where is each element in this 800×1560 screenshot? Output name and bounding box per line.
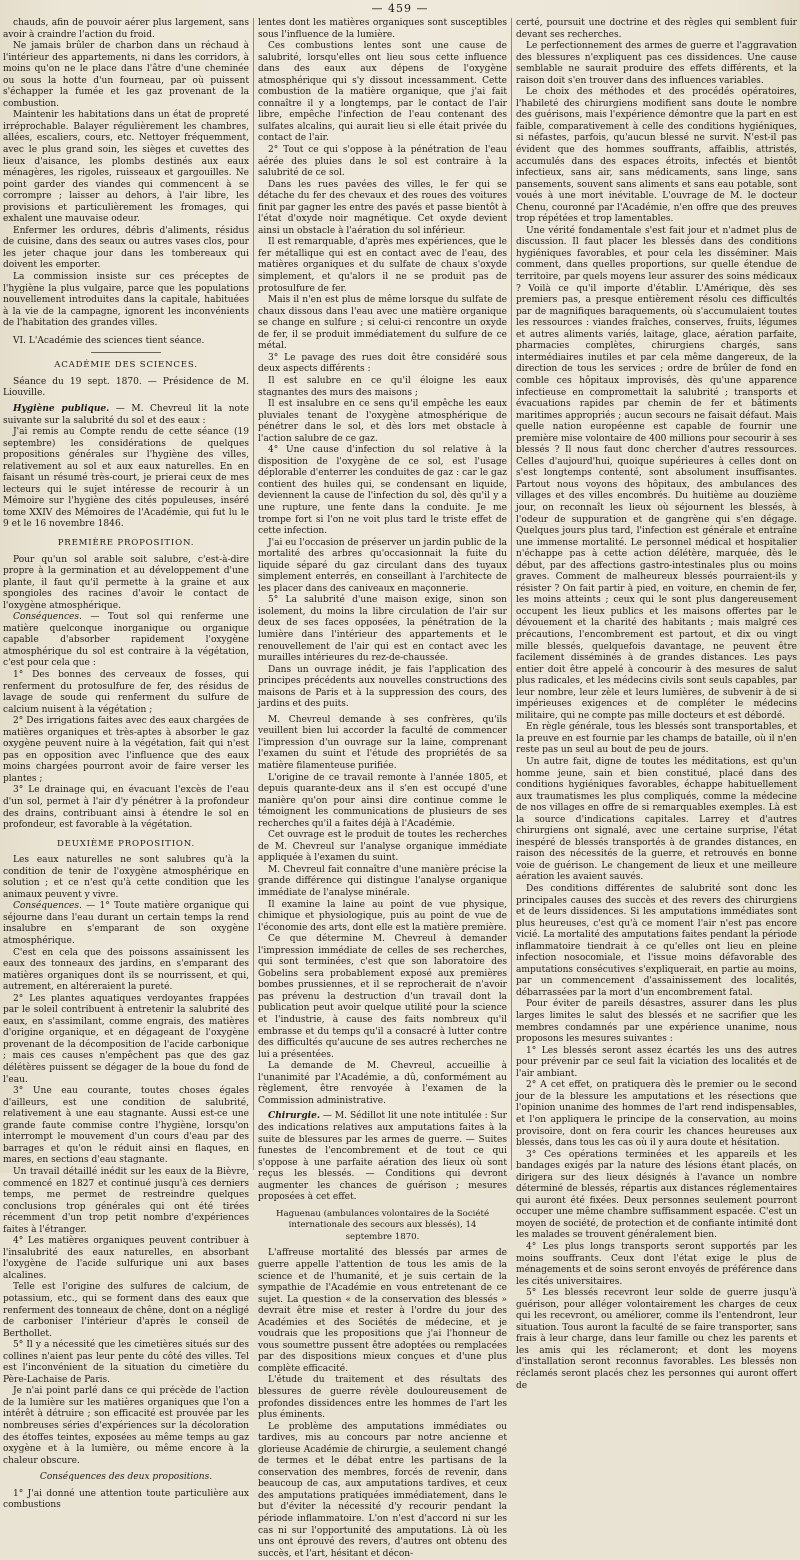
paragraph: Mais il n'en est plus de même lorsque du sulfate de chaux dissous dans l'eau avec une matière organique se change en sulfure ; si celui-ci rencontre un oxyde de fer, il se produit immédiatement du sulfure de ce métal. [258, 295, 507, 352]
paragraph [3, 404, 249, 427]
paragraph: 2° Les plantes aquatiques verdoyantes frappées par le soleil contribuent à entretenir la salubrité des eaux, en s'assimilant, comme engrais, des matières d'origine organique, et en dégageant de l'oxygène provenant de la décomposition de l'acide carbonique ; mais ces causes n'empêchent pas que des gaz délétères puissent se dégager de la boue du fond de l'eau. [3, 993, 249, 1085]
paragraph: Des conditions différentes de salubrité sont donc les principales causes des succès et des revers des chirurgiens et de leurs dissidences. Si les amputations immédiates sont plus heureuses, c'est qu'à ce moment l'air n'est pas encore vicié. La mortalité des amputations faites pendant la période inflammatoire tiendrait à ce qu'elles ont lieu en pleine infection nosocomiale, et l'issue moins défavorable des amputations consécutives s'expliquerait, en partie au moins, par un commencement d'assainissement des localités, débarrassées par la mort d'un encombrement fatal. [516, 884, 797, 998]
paragraph: Un travail détaillé inédit sur les eaux de la Bièvre, commencé en 1827 et continué jusqu'à ces derniers temps, me permet de restreindre quelques conclusions trop générales qui ont été tirées récemment d'un trop petit nombre d'expériences faites à l'étranger. [3, 1166, 249, 1235]
paragraph: 1° Des bonnes des cerveaux de fosses, qui renferment du protosulfure de fer, des résidus de lavage de soude qui renferment du sulfure de calcium nuisent à la végétation ; [3, 669, 249, 715]
paragraph: Pour éviter de pareils désastres, assurer dans les plus larges limites le salut des blessés et ne sacrifier que les membres condamnés par une expérience unanime, nous proposons les mesures suivantes : [516, 999, 797, 1045]
paragraph: Dans les rues pavées des villes, le fer qui se détache du fer des chevaux et des roues des voitures finit par gagner les entre des pavés et passe bientôt à l'état d'oxyde noir magnétique. Cet oxyde devient ainsi un obstacle à l'aération du sol inférieur. [258, 179, 507, 236]
rubric-text: — M. Chevreul lit la note suivante sur la salubrité du sol et des eaux : [3, 403, 249, 426]
paragraph: La demande de M. Chevreul, accueillie à l'unanimité par l'Académie, a dû, conformément au règlement, être renvoyée à l'examen de la Commission administrative. [258, 1061, 507, 1106]
column-1 [3, 18, 249, 1511]
paragraph: Il est salubre en ce qu'il éloigne les eaux stagnantes des murs des maisons ; [258, 375, 507, 398]
column-rule-right [511, 18, 512, 1170]
paragraph: 2° Des irrigations faites avec des eaux chargées de matières organiques et très-aptes à absorber le gaz oxygène peuvent nuire à la végétation, fait qui n'est pas en opposition avec l'influence que des eaux moins chargées pourront avoir de faire verser les plantes ; [3, 716, 249, 784]
paragraph: M. Chevreul fait connaître d'une manière précise la grande différence qui distingue l'analyse organique immédiate de l'analyse minérale. [258, 864, 507, 899]
paragraph: Cet ouvrage est le produit de toutes les recherches de M. Chevreul sur l'analyse organique immédiate appliquée à l'examen du suint. [258, 830, 507, 864]
paragraph: L'origine de ce travail remonte à l'année 1805, et depuis quarante-deux ans il s'en est occupé d'une manière qu'on pour ainsi dire continue comme le témoignent les communications de plusieurs de ses recherches qu'il a faites déjà à l'Académie. [258, 772, 507, 829]
paragraph: 5° Les blessés recevront leur solde de guerre jusqu'à guérison, pour alléger volontairement les charges de ceux qui les recevront, ou améliorer, comme ils l'entendront, leur situation. Tous auront la faculté de se faire transporter, sans frais à leur charge, dans leur famille ou chez les parents et les amis qui les réclameront; et dont les moyens d'installation seront reconnus favorables. Les blessés non réclamés seront placés chez les personnes qui auront offert de [516, 1288, 797, 1391]
paragraph: L'affreuse mortalité des blessés par armes de guerre appelle l'attention de tous les amis de la science et de l'humanité, et je suis certain de la sympathie de l'Académie en vous entretenant de ce sujet. La question « de la conservation des blessés » devrait être mise et rester à l'ordre du jour des Académies et des Sociétés de médecine, et je voudrais que les propositions que j'ai l'honneur de vous soumettre pussent être adoptées ou remplacées par des dispositions mieux conçues et d'une plus complète efficacité. [258, 1248, 507, 1374]
column-rule-left [253, 18, 254, 1170]
paragraph: 1° J'ai donné une attention toute particulière aux combustions [3, 1488, 249, 1511]
subheading: Conséquences des deux propositions. [39, 1472, 213, 1483]
paragraph: Dans un ouvrage inédit, je fais l'application des principes précédents aux nouvelles constructions des maisons de Paris et à la suppression des cours, des jardins et des puits. [258, 664, 507, 710]
paragraph: M. Chevreul demande à ses confrères, qu'ils veuillent bien lui accorder la faculté de commencer l'impression d'un ouvrage sur la laine, comprenant l'examen du suint et l'étude des propriétés de sa matière filamenteuse purifiée. [258, 714, 507, 771]
paragraph: 5° La salubrité d'une maison exige, sinon son isolement, du moins la libre circulation de l'air sur deux de ses faces opposées, la pénétration de la lumière dans l'intérieur des appartements et le renouvellement de l'air qui est en contact avec les murailles intérieures du rez-de-chaussée. [258, 595, 507, 664]
rubric-label: Hygiène publique. [13, 403, 110, 414]
paragraph: 3° Une eau courante, toutes choses égales d'ailleurs, est une condition de salubrité, relativement à une eau stagnante. Aussi est-ce une grande faute commise contre l'hygiène, lorsqu'on interrompt le mouvement d'un cours d'eau par des barrages et qu'on le réduit ainsi en flaques, en mares, en sections d'eau stagnante. [3, 1086, 249, 1166]
paragraph: L'étude du traitement et des résultats des blessures de guerre révèle douloureusement de profondes dissidences entre les hommes de l'art les plus éminents. [258, 1375, 507, 1421]
paragraph: 3° Le pavage des rues doit être considéré sous deux aspects différents : [258, 352, 507, 375]
paragraph: La commission insiste sur ces préceptes de l'hygiène la plus vulgaire, parce que les populations nouvellement introduites dans la capitale, habituées à la vie de la campagne, ignorent les inconvénients de l'habitation des grandes villes. [3, 272, 249, 329]
paragraph: Un autre fait, digne de toutes les méditations, est qu'un homme jeune, sain et bien constitué, placé dans des conditions hygiéniques favorables, échappe habituellement aux traumatismes les plus compliqués, comme la médecine de nos villages en offre de si remarquables exemples. Là est la source d'indications capitales. Larrey et d'autres chirurgiens ont signalé, avec une certaine surprise, l'état inespéré de blessés transportés à de grandes distances, en raison des nécessités de la guerre, et retrouvés en bonne voie de guérison. Le changement de lieux et une meilleure aération les avaient sauvés. [516, 757, 797, 883]
separator [91, 352, 161, 353]
page-number: — 459 — [371, 2, 429, 15]
paragraph: En règle générale, tous les blessés sont transportables, et la preuve en est fournie par les champs de bataille, où il n'en reste pas un seul au bout de peu de jours. [516, 722, 797, 756]
paragraph: 5° Il y a nécessité que les cimetières situés sur des collines n'aient pas leur pente du côté des villes. Tel est l'inconvénient de la situation du cimetière du Père-Lachaise de Paris. [3, 1340, 249, 1385]
rubric-label: Conséquences. [13, 901, 82, 912]
paragraph: Pour qu'un sol arable soit salubre, c'est-à-dire propre à la germination et au développement d'une plante, il faut qu'il permette à la graine et aux spongioles des racines d'avoir le contact de l'oxygène atmosphérique. [3, 554, 249, 611]
rubric-label: Chirurgie. [268, 1111, 320, 1122]
paragraph: Il examine la laine au point de vue physique, chimique et physiologique, puis au point de vue de l'économie des arts, dont elle est la matière première. [258, 899, 507, 933]
paragraph: J'ai remis au Compte rendu de cette séance (19 septembre) les considérations de quelques propositions générales sur l'hygiène des villes, relativement au sol et aux eaux naturelles. En en faisant un résumé très-court, je prierai ceux de mes lecteurs qui le sujet intéresse de recourir à un Mémoire sur l'hygiène des cités populeuses, inséré tome XXIV des Mémoires de l'Académie, qui fut lu le 9 et le 16 novembre 1846. [3, 427, 249, 530]
paragraph: Telle est l'origine des sulfures de calcium, de potassium, etc., qui se forment dans des eaux que renferment des tonneaux de chêne, dont on a négligé de carboniser l'intérieur d'après le conseil de Berthollet. [3, 1282, 249, 1339]
paragraph: Ce que détermine M. Chevreul à demander l'impression immédiate de celles de ses recherches, qui sont terminées, c'est que son laboratoire des Gobelins sera probablement exposé aux premières bombes prussiennes, et il se reprocherait de n'avoir pas prévenu la destruction d'un travail dont la publication peut avoir quelque utilité pour la science et l'industrie, à cause des faits nombreux qu'il embrasse et du temps qu'il a consacré à lutter contre des difficultés qu'aucune de ses autres recherches ne lui a présentées. [258, 934, 507, 1060]
academy-heading: ACADÉMIE DES SCIENCES. [54, 360, 198, 371]
paragraph: Je n'ai point parlé dans ce qui précède de l'action de la lumière sur les matières organiques que l'on a intérêt à détruire ; son efficacité est prouvée par les nombreuses séries d'expériences sur la décoloration des étoffes teintes, exposées au même temps au gaz oxygène et à la lumière, ou même encore à la chaleur obscure. [3, 1386, 249, 1466]
paragraph: Ne jamais brûler de charbon dans un réchaud à l'intérieur des appartements, ni dans les corridors, à moins qu'on ne le place dans l'âtre d'une cheminée ou sous la hotte d'un fourneau, par où puissent s'échapper la fumée et les gaz provenant de la combustion. [3, 41, 249, 109]
paragraph: Une vérité fondamentale s'est fait jour et n'admet plus de discussion. Il faut placer les blessés dans des conditions hygiéniques favorables, et pour cela les disséminer. Mais comment, dans quelles proportions, sur quelle étendue de territoire, par quels moyens leur assurer des soins médicaux ? Voilà ce qu'il importe d'établir. L'Amérique, dès ses premiers pas, a presque entièrement résolu ces difficultés par de magnifiques baraquements, où s'accumulaient toutes les ressources : viandes fraîches, conserves, fruits, légumes et autres aliments variés, laitage, glace, aération parfaite, pharmacies complètes, chirurgiens chargés, sans intermédiaires inutiles et par cela même dangereux, de la direction de tous les services ; ordre de brûler de fond en comble ces hôpitaux improvisés, dès qu'une apparence infectieuse en compromettait la salubrité ; transports et évacuations rapides par chemin de fer et bâtiments maritimes appropriés ; aucun secours ne faisait défaut. Mais quelle nation européenne est capable de fournir une première mise volontaire de 400 millions pour secourir à ses blessés ? Il nous faut donc chercher d'autres ressources. Celles d'aujourd'hui, quoique supérieures à celles dont on s'est longtemps contenté, sont absolument insuffisantes. Partout nous voyons des hôpitaux, des ambulances des villages et des villes encombrés. Du huitième au douzième jour, on reconnaît les lieux où séjournent les blessés, à l'odeur de suppuration et de gangrène qui s'en dégage. Quelques jours plus tard, l'infection est générale et entraîne une immense mortalité. Le personnel médical et hospitalier n'échappe pas à cette action délétère, marquée, dès le début, par des affections gastro-intestinales plus ou moins graves. Comment de malheureux blessés pourraient-ils y résister ? On fait partir à pied, en voiture, en chemin de fer, les moins atteints ; ceux qui le sont plus dangereusement occupent les lieux publics et les maisons offertes par le dévouement et la charité des habitants ; mais malgré ces précautions, l'encombrement est partout, et dix ou vingt mille blessés, quelquefois davantage, ne peuvent être facilement disséminés à de grandes distances. Les pays entier doit être appelé à concourir à des mesures de salut plus radicales, et les médecins civils sont seuls capables, par leur nombre, leur zèle et leurs lumières, de subvenir à de si impérieuses exigences et de compléter le médecins militaire, qui ne compte pas mille docteurs et est débordé. [516, 225, 797, 721]
paragraph: 2° Tout ce qui s'oppose à la pénétration de l'eau aérée des pluies dans le sol est contraire à la salubrité de ce sol. [258, 145, 507, 179]
paragraph: Enfermer les ordures, débris d'aliments, résidus de cuisine, dans des seaux ou autres vases clos, pour les jeter chaque jour dans les tombereaux qui doivent les emporter. [3, 225, 249, 271]
dateline: Haguenau (ambulances volontaires de la Société internationale des secours aux blessés), 14 septembre 1870. [275, 1208, 490, 1242]
paragraph: 4° Les matières organiques peuvent contribuer à l'insalubrité des eaux naturelles, en absorbant l'oxygène de l'acide sulfurique uni aux bases alcalines. [3, 1236, 249, 1281]
paragraph: certé, poursuit une doctrine et des règles qui semblent fuir devant ses recherches. [516, 18, 797, 40]
paragraph: Il est remarquable, d'après mes expériences, que le fer métallique qui est en contact avec de l'eau, des matières organiques et du sulfate de chaux s'oxyde simplement, et qu'alors il ne se produit pas de protosulfure de fer. [258, 237, 507, 294]
paragraph [3, 901, 249, 947]
paragraph: 4° Une cause d'infection du sol relative à la disposition de l'oxygène de ce sol, est l'usage déplorable d'enterrer les conduites de gaz : car le gaz contient des huiles qui, se condensant en liquide, deviennent la cause de l'infection du sol, dès qu'il y a une rupture, une fente dans la conduite. Je me trompe fort si l'on ne voit plus tard le triste effet de cette infection. [258, 445, 507, 537]
paragraph: Il est insalubre en ce sens qu'il empêche les eaux pluviales tenant de l'oxygène atmosphérique de pénétrer dans le sol, et dès lors met obstacle à l'action salubre de ce gaz. [258, 399, 507, 444]
paragraph: Le perfectionnement des armes de guerre et l'aggravation des blessures n'expliquent pas ces dissidences. Une cause semblable ne saurait produire des effets différents, et la raison doit s'en trouver dans des influences variables. [516, 41, 797, 86]
paragraph: 1° Les blessés seront assez écartés les uns des autres pour prévenir par ce seul fait la viciation des localités et de l'air ambiant. [516, 1045, 797, 1079]
paragraph: 2° A cet effet, on pratiquera dès le premier ou le second jour de la blessure les amputations et les résections que l'opinion unanime des hommes de l'art rend indispensables, et l'on appliquera le principe de la conservation, au moins provisoire, dont on fera courir les chances heureuses aux blessés, dans tous les cas où il y aura doute et hésitation. [516, 1080, 797, 1149]
paragraph: C'est en cela que des poissons assainissent les eaux des tonneaux des jardins, en s'emparant des matières organiques dont ils se nourrissent, et qui, autrement, en altéreraient la pureté. [3, 947, 249, 993]
paragraph: Le choix des méthodes et des procédés opératoires, l'habileté des chirurgiens modifient sans doute le nombre des guérisons, mais l'expérience démontre que la part en est faible, comparativement à celle des conditions hygiéniques, si néfastes, parfois, qu'aucun blessé ne survit. N'est-il pas évident que des hommes souffrants, affaiblis, attristés, accumulés dans des espaces étroits, infectés et bientôt infectieux, sans air, sans médicaments, sans linge, sans pansements, souvent sans aliments et sans eau potable, sont voués à une mort inévitable. L'ouvrage de M. le docteur Chenu, couronné par l'Académie, n'en offre que des preuves trop répétées et trop lamentables. [516, 87, 797, 225]
paragraph: Ces combustions lentes sont une cause de salubrité, lorsqu'elles ont lieu sous cette influence dans des eaux aux dépens de l'oxygène atmosphérique qui s'y dissout incessamment. Cette combustion de la matière organique, que j'ai fait connaître il y a longtemps, par le contact de l'air libre, empêche l'infection de l'eau contenant des sulfates alcalins, qui aurait lieu si elle était privée du contact de l'air. [258, 41, 507, 144]
paragraph: chauds, afin de pouvoir aérer plus largement, sans avoir à craindre l'action du froid. [3, 18, 249, 40]
paragraph: 3° Le drainage qui, en évacuant l'excès de l'eau d'un sol, permet à l'air d'y pénétrer à la profondeur des drains, contribuant ainsi à étendre le sol en profondeur, est favorable à la végétation. [3, 785, 249, 831]
rubric-text: — Tout sol qui renferme une matière quelconque inorganique ou organique capable d'absorber rapidement l'oxygène atmosphérique du sol est contraire à la végétation, c'est pour cela que : [3, 612, 249, 669]
paragraph [258, 1111, 507, 1203]
paragraph: J'ai eu l'occasion de préserver un jardin public de la mortalité des arbres qu'occasionnait la fuite du liquide séparé du gaz circulant dans des tuyaux simplement enterrés, en conseillant à l'architecte de les placer dans des caniveaux en maçonnerie. [258, 537, 507, 594]
proposition-heading: DEUXIÈME PROPOSITION. [56, 838, 196, 849]
rubric-text: — 1° Toute matière organique qui séjourne dans l'eau durant un certain temps la rend insalubre en s'emparant de son oxygène atmosphérique. [3, 901, 249, 947]
column-2 [258, 18, 507, 1559]
paragraph [3, 612, 249, 670]
paragraph: 3° Ces opérations terminées et les appareils et les bandages exigés par la nature des lésions étant placés, on dirigera sur des lieux désignés à l'avance un nombre déterminé de blessés, répartis aux distances réglementaires qui auront été fixées. Deux personnes seulement pourront occuper une même chambre suffisamment espacée. C'est un moyen de société, de protection et de confiante intimité dont les malades se trouvent généralement bien. [516, 1149, 797, 1241]
section-heading: VI. L'Académie des sciences tient séance. [13, 335, 205, 346]
rubric-text: — M. Sédillot lit une note intitulée : Sur des indications relatives aux amputations faites à la suite de blessures par les armes de guerre. — Suites funestes de l'encombrement et de tout ce qui s'oppose à une parfaite aération des lieux où sont reçus les blessés. — Conditions qui devront augmenter les chances de guérison ; mesures proposées à cet effet. [258, 1111, 507, 1203]
paragraph: lentes dont les matières organiques sont susceptibles sous l'influence de la lumière. [258, 18, 507, 40]
rubric-label: Conséquences. [13, 612, 82, 623]
proposition-heading: PREMIÈRE PROPOSITION. [57, 537, 195, 548]
column-3 [516, 18, 797, 1391]
paragraph: Les eaux naturelles ne sont salubres qu'à la condition de tenir de l'oxygène atmosphérique en solution ; et ce n'est qu'à cette condition que les animaux peuvent y vivre. [3, 855, 249, 900]
paragraph: Le problème des amputations immédiates ou tardives, mis au concours par notre ancienne et glorieuse Académie de chirurgie, a seulement changé de termes et le débat entre les partisans de la conservation des membres, forcés de revenir, dans beaucoup de cas, aux amputations tardives, et ceux des amputations pratiquées immédiatement, dans le but d'éviter la nécessité d'y recourir pendant la période inflammatoire. L'on n'est d'accord ni sur les cas ni sur l'opportunité des amputations. Là où les uns ont éprouvé des revers, d'autres ont obtenu des succès, et l'art, hésitant et décon- [258, 1421, 507, 1559]
paragraph: Maintenir les habitations dans un état de propreté irréprochable. Balayer régulièrement les chambres, allées, escaliers, cours, etc. Nettoyer fréquemment, avec le plus grand soin, les sièges et cuvettes des lieux d'aisance, les plombs destinés aux eaux ménagères, les rigoles, ruisseaux et gargouilles. Ne point garder des viandes qui commencent à se corrompre ; laisser au dehors, à l'air libre, les provisions et particulièrement les fromages, qui exhalent une mauvaise odeur. [3, 110, 249, 225]
seance-line: Séance du 19 sept. 1870. — Présidence de M. Liouville. [3, 376, 249, 399]
paragraph: 4° Les plus longs transports seront supportés par les moins souffrants. Ceux dont l'état exige le plus de ménagements et de soins seront envoyés de préférence dans les cités universitaires. [516, 1241, 797, 1287]
